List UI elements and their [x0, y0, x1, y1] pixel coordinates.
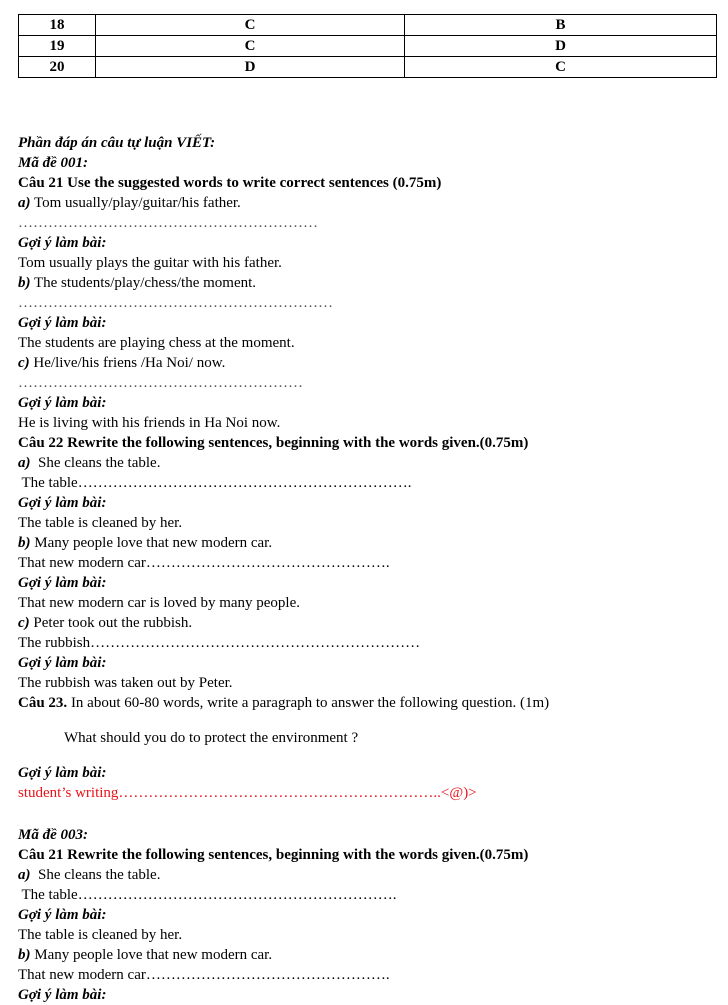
answer-code-b: D — [405, 36, 717, 57]
hint-label: Gợi ý làm bài: — [18, 987, 107, 1003]
item-text: Many people love that new modern car. — [30, 947, 273, 963]
q21-a-answer: Tom usually plays the guitar with his father. — [18, 255, 282, 271]
q22-title: Câu 22 Rewrite the following sentences, beginning with the words given.(0.75m) — [18, 435, 529, 451]
hint-label: Gợi ý làm bài: — [18, 907, 107, 923]
rewrite-blank: That new modern car…………………………………………. — [18, 967, 390, 983]
hint-label: Gợi ý làm bài: — [18, 765, 107, 781]
item-label: b) — [18, 275, 31, 291]
q21-title: Câu 21 Use the suggested words to write correct sentences (0.75m) — [18, 175, 442, 191]
answer-code-a: C — [96, 36, 405, 57]
question-number: 18 — [19, 15, 96, 36]
answer-code-a: C — [96, 15, 405, 36]
item-text: Tom usually/play/guitar/his father. — [30, 195, 241, 211]
document-page — [18, 14, 716, 1005]
q21-c-prompt — [18, 353, 716, 373]
q22-c-answer: The rubbish was taken out by Peter. — [18, 675, 233, 691]
table-row — [19, 15, 717, 36]
rewrite-blank: The table………………………………………………………. — [18, 887, 397, 903]
q22-b-prompt — [18, 533, 716, 553]
exam-code-003: Mã đề 003: — [18, 827, 88, 843]
q22-a-prompt — [18, 453, 716, 473]
item-text: She cleans the table. — [30, 867, 161, 883]
q21-c-answer: He is living with his friends in Ha Noi now. — [18, 415, 281, 431]
exam-code-001: Mã đề 001: — [18, 155, 88, 171]
essay-answers — [18, 133, 716, 1005]
answer-code-b: C — [405, 57, 717, 78]
q23-answer: student’s writing………………………………………………………..<@)> — [18, 785, 477, 801]
item-text: The students/play/chess/the moment. — [30, 275, 257, 291]
q23-title — [18, 693, 716, 713]
hint-label: Gợi ý làm bài: — [18, 575, 107, 591]
table-row — [19, 36, 717, 57]
rewrite-blank: That new modern car…………………………………………. — [18, 555, 390, 571]
rewrite-blank: The table…………………………………………………………. — [18, 475, 412, 491]
item-label: b) — [18, 535, 31, 551]
item-label: a) — [18, 195, 31, 211]
q23-number: Câu 23. — [18, 695, 68, 711]
table-row — [19, 57, 717, 78]
q21-003-title: Câu 21 Rewrite the following sentences, beginning with the words given.(0.75m) — [18, 847, 529, 863]
q21-003-a-answer: The table is cleaned by her. — [18, 927, 183, 943]
hint-label: Gợi ý làm bài: — [18, 235, 107, 251]
q21-003-b-prompt — [18, 945, 716, 965]
blank-line: ………………………………………………… — [18, 375, 303, 391]
q22-b-answer: That new modern car is loved by many people. — [18, 595, 300, 611]
question-number: 19 — [19, 36, 96, 57]
answer-code-a: D — [96, 57, 405, 78]
q21-b-answer: The students are playing chess at the moment. — [18, 335, 295, 351]
item-text: Many people love that new modern car. — [30, 535, 273, 551]
item-text: She cleans the table. — [30, 455, 161, 471]
q23-instruction: In about 60-80 words, write a paragraph to answer the following question. (1m) — [67, 695, 550, 711]
q21-a-prompt — [18, 193, 716, 213]
item-label: a) — [18, 867, 31, 883]
q22-c-prompt — [18, 613, 716, 633]
item-label: c) — [18, 355, 30, 371]
q23-question: What should you do to protect the environment ? — [64, 730, 359, 746]
rewrite-blank: The rubbish………………………………………………………… — [18, 635, 421, 651]
item-text: Peter took out the rubbish. — [29, 615, 193, 631]
blank-line: …………………………………………………… — [18, 215, 318, 231]
item-label: b) — [18, 947, 31, 963]
item-label: a) — [18, 455, 31, 471]
q22-a-answer: The table is cleaned by her. — [18, 515, 183, 531]
answer-code-b: B — [405, 15, 717, 36]
q21-b-prompt — [18, 273, 716, 293]
hint-label: Gợi ý làm bài: — [18, 315, 107, 331]
hint-label: Gợi ý làm bài: — [18, 495, 107, 511]
section-heading: Phần đáp án câu tự luận VIẾT: — [18, 135, 216, 151]
blank-line: ……………………………………………………… — [18, 295, 333, 311]
hint-label: Gợi ý làm bài: — [18, 655, 107, 671]
question-number: 20 — [19, 57, 96, 78]
q21-003-a-prompt — [18, 865, 716, 885]
item-text: He/live/his friens /Ha Noi/ now. — [29, 355, 226, 371]
item-label: c) — [18, 615, 30, 631]
answer-table — [18, 14, 717, 78]
hint-label: Gợi ý làm bài: — [18, 395, 107, 411]
